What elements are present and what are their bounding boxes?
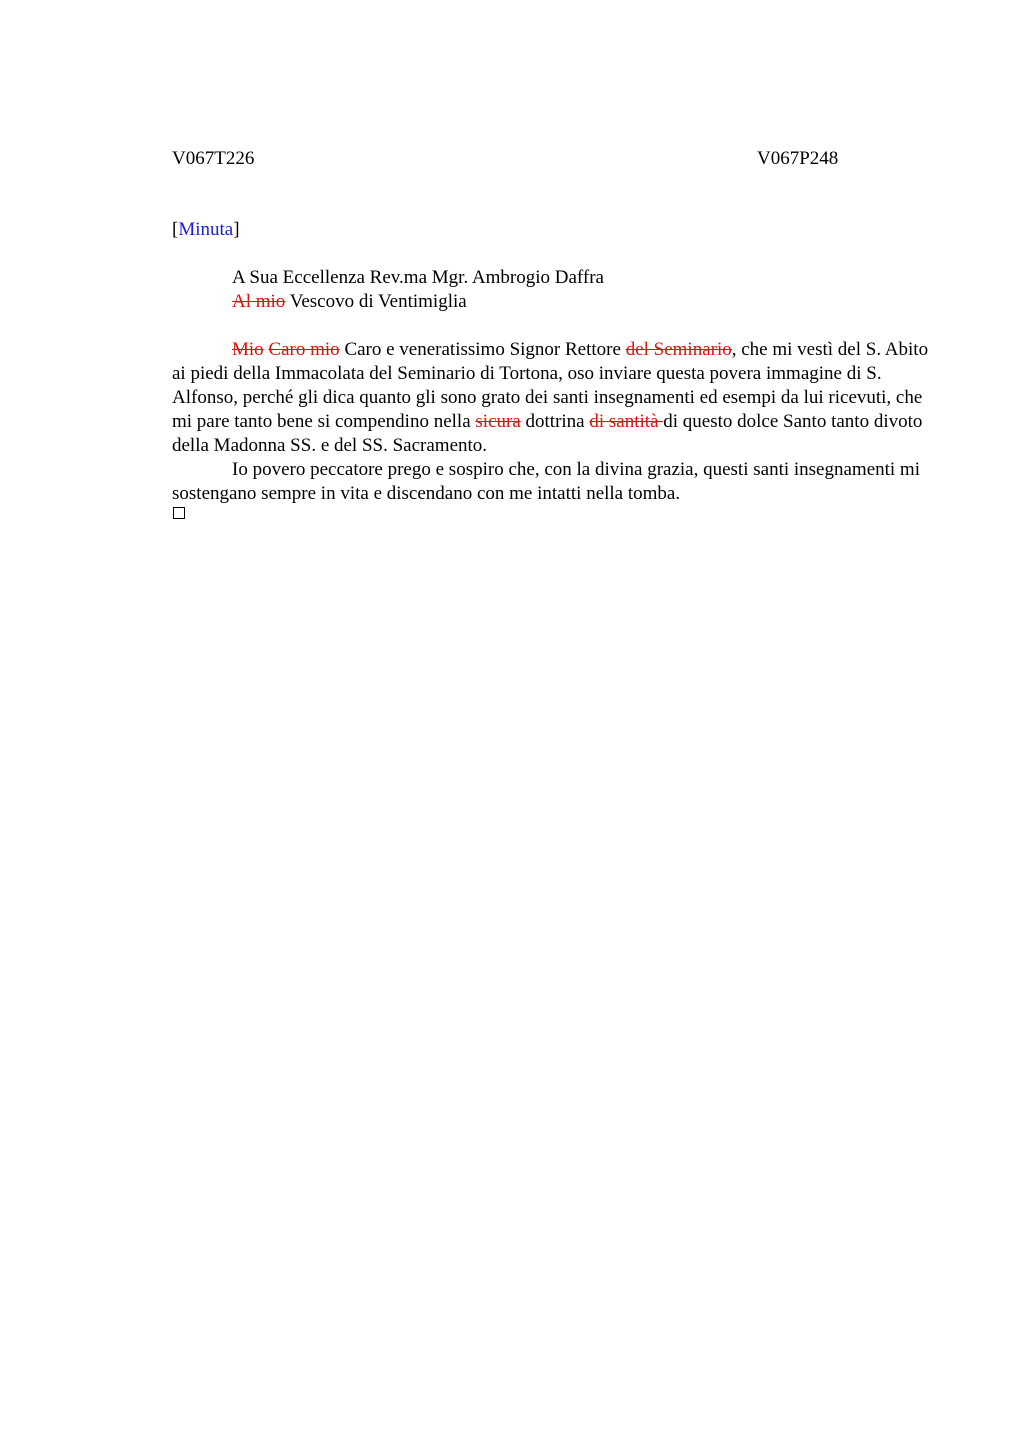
close-bracket: ] <box>233 219 240 240</box>
paragraph-1 <box>172 338 932 458</box>
minuta-text: Minuta <box>178 219 234 240</box>
deleted-text: Mio <box>232 339 264 360</box>
document-code-right: V067P248 <box>757 148 839 169</box>
paragraph-text: dottrina <box>520 411 590 432</box>
open-bracket: [ <box>172 219 179 240</box>
deleted-text: Al mio <box>232 291 286 312</box>
deleted-text: di santità <box>589 411 664 432</box>
deleted-text: Caro mio <box>268 339 340 360</box>
address-block <box>232 266 604 314</box>
document-code-left: V067T226 <box>172 148 255 169</box>
end-marker-box <box>173 507 185 519</box>
paragraph-text: , che mi vestì del S. Abito ai piedi della Immacolata del Seminario di Tortona, oso inviare questa povera immagine di S. Alfonso, perché gli dica quanto gli sono grato dei santi insegnamenti ed esempi da lui ricevuti, che mi pare tanto bene si compendino nella <box>172 339 929 432</box>
paragraph-2: Io povero peccatore prego e sospiro che, con la divina grazia, questi santi insegnamenti mi sostengano sempre in vita e discendano con me intatti nella tomba. <box>172 459 920 504</box>
letter-body <box>172 338 932 506</box>
deleted-text: sicura <box>475 411 521 432</box>
address-line-2-text: Vescovo di Ventimiglia <box>285 291 467 312</box>
paragraph-text: Caro e veneratissimo Signor Rettore <box>339 339 626 360</box>
address-line-2 <box>232 290 604 314</box>
deleted-text: del Seminario <box>625 339 732 360</box>
address-line-1: A Sua Eccellenza Rev.ma Mgr. Ambrogio Daffra <box>232 267 604 288</box>
paragraph-text: di questo dolce Santo tanto divoto della Madonna SS. e del SS. Sacramento. <box>172 411 923 456</box>
minuta-label <box>172 218 240 242</box>
